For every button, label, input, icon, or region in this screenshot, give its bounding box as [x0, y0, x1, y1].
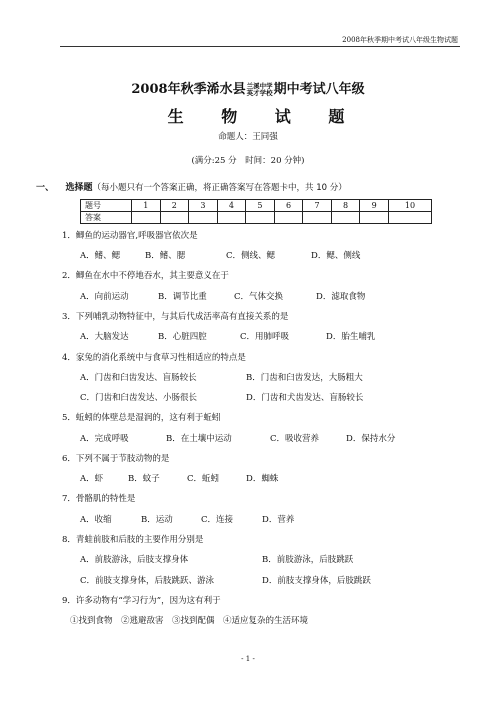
answer-cell[interactable]	[331, 212, 360, 224]
option: A．虾	[80, 474, 104, 484]
school-bottom: 英才学校	[246, 88, 273, 97]
option: C．吸收营养	[270, 434, 320, 444]
score-time-line: (满分:25 分 时间：20 分钟)	[191, 156, 305, 166]
question-number-cell: 8	[331, 200, 360, 212]
school-top: 兰溪中学	[246, 81, 273, 90]
question-stem: 2．鲫鱼在水中不停地吞水，其主要意义在于	[62, 271, 229, 281]
title-pre: 2008年秋季浠水县	[131, 82, 246, 97]
answer-table-header-row	[81, 200, 432, 212]
option: A．向前运动	[80, 292, 129, 302]
question-number-cell: 10	[388, 200, 431, 212]
answer-cell[interactable]	[246, 212, 275, 224]
option: A．大脑发达	[80, 332, 129, 342]
row-label-number: 题号	[81, 200, 132, 212]
option: B．运动	[141, 515, 173, 525]
option: B．门齿和臼齿发达，大肠粗大	[246, 373, 363, 383]
answer-cell[interactable]	[132, 212, 161, 224]
option: C．门齿和臼齿发达、小肠很长	[80, 393, 198, 403]
answer-cell[interactable]	[388, 212, 431, 224]
option: B．鳍、腮	[145, 251, 186, 261]
option: ①找到食物 ②逃避敌害 ③找到配偶 ④适应复杂的生活环境	[70, 616, 309, 626]
question-stem: 3．下列哺乳动物特征中，与其后代成活率高有直接关系的是	[62, 312, 289, 322]
option: D．鳃、侧线	[311, 251, 361, 261]
question-number-cell: 2	[160, 200, 189, 212]
option: A．完成呼吸	[80, 434, 129, 444]
title-post: 期中考试八年级	[273, 82, 365, 97]
row-label-answer: 答案	[81, 212, 132, 224]
answer-cell[interactable]	[189, 212, 218, 224]
question-stem: 4．家兔的消化系统中与食草习性相适应的特点是	[62, 353, 246, 363]
option: A．鳍、鳃	[80, 251, 121, 261]
option: A．前肢游泳，后肢支撑身体	[80, 555, 189, 565]
section-title: 选择题	[65, 183, 93, 193]
option: A．收缩	[80, 515, 112, 525]
option: B．调节比重	[158, 292, 207, 302]
option: C．蚯蚓	[187, 474, 220, 484]
page-number: - 1 -	[241, 655, 255, 663]
question-stem: 6．下列不属于节肢动物的是	[62, 454, 170, 464]
question-number-cell: 5	[246, 200, 275, 212]
question-number-cell: 3	[189, 200, 218, 212]
option: B．在土壤中运动	[166, 434, 232, 444]
question-number-cell: 6	[274, 200, 303, 212]
question-stem: 1．鲫鱼的运动器官,呼吸器官依次是	[62, 231, 198, 241]
question-number-cell: 4	[217, 200, 246, 212]
answer-cell[interactable]	[217, 212, 246, 224]
option: C．前肢支撑身体，后肢跳跃、游泳	[80, 576, 215, 586]
section-heading	[36, 180, 347, 193]
option: B．前肢游泳，后肢跳跃	[262, 555, 354, 565]
option: B．心脏四腔	[158, 332, 207, 342]
option: B．蚊子	[128, 474, 160, 484]
question-number-cell: 9	[360, 200, 389, 212]
author-line: 命题人：王同强	[218, 132, 278, 142]
option: D．滤取食物	[316, 292, 366, 302]
question-number-cell: 7	[303, 200, 332, 212]
question-stem: 5．蚯蚓的体壁总是湿润的，这有利于蚯蚓	[62, 413, 221, 423]
option: A．门齿和臼齿发达、盲肠较长	[80, 373, 197, 383]
section-number: 一、	[36, 183, 55, 193]
running-header: 2008年秋季期中考试八年级生物试题	[342, 36, 458, 44]
option: C．侧线、鳃	[226, 251, 276, 261]
question-number-cell: 1	[132, 200, 161, 212]
answer-cell[interactable]	[303, 212, 332, 224]
answer-table-answer-row	[81, 212, 432, 224]
option: C．用肺呼吸	[240, 332, 290, 342]
school-names	[247, 83, 273, 97]
option: D．门齿和犬齿发达、盲肠较长	[246, 393, 364, 403]
subject-title: 生 物 试 题	[167, 107, 361, 126]
section-note: （每小题只有一个答案正确，将正确答案写在答题卡中，共 10 分）	[92, 183, 347, 193]
option: D．营养	[262, 515, 295, 525]
answer-cell[interactable]	[274, 212, 303, 224]
exam-title	[0, 78, 496, 97]
question-stem: 8．青蛙前肢和后肢的主要作用分别是	[62, 535, 204, 545]
option: D．胎生哺乳	[326, 332, 376, 342]
header-rule	[60, 46, 460, 47]
option: D．蜘蛛	[246, 474, 279, 484]
question-stem: 9．许多动物有“学习行为”，因为这有利于	[62, 596, 221, 606]
answer-table	[80, 199, 432, 224]
answer-cell[interactable]	[160, 212, 189, 224]
option: D．前肢支撑身体，后肢跳跃	[262, 576, 371, 586]
option: D．保持水分	[346, 434, 396, 444]
answer-cell[interactable]	[360, 212, 389, 224]
question-stem: 7．骨骼肌的特性是	[62, 494, 136, 504]
option: C．气体交换	[234, 292, 284, 302]
option: C．连接	[201, 515, 234, 525]
